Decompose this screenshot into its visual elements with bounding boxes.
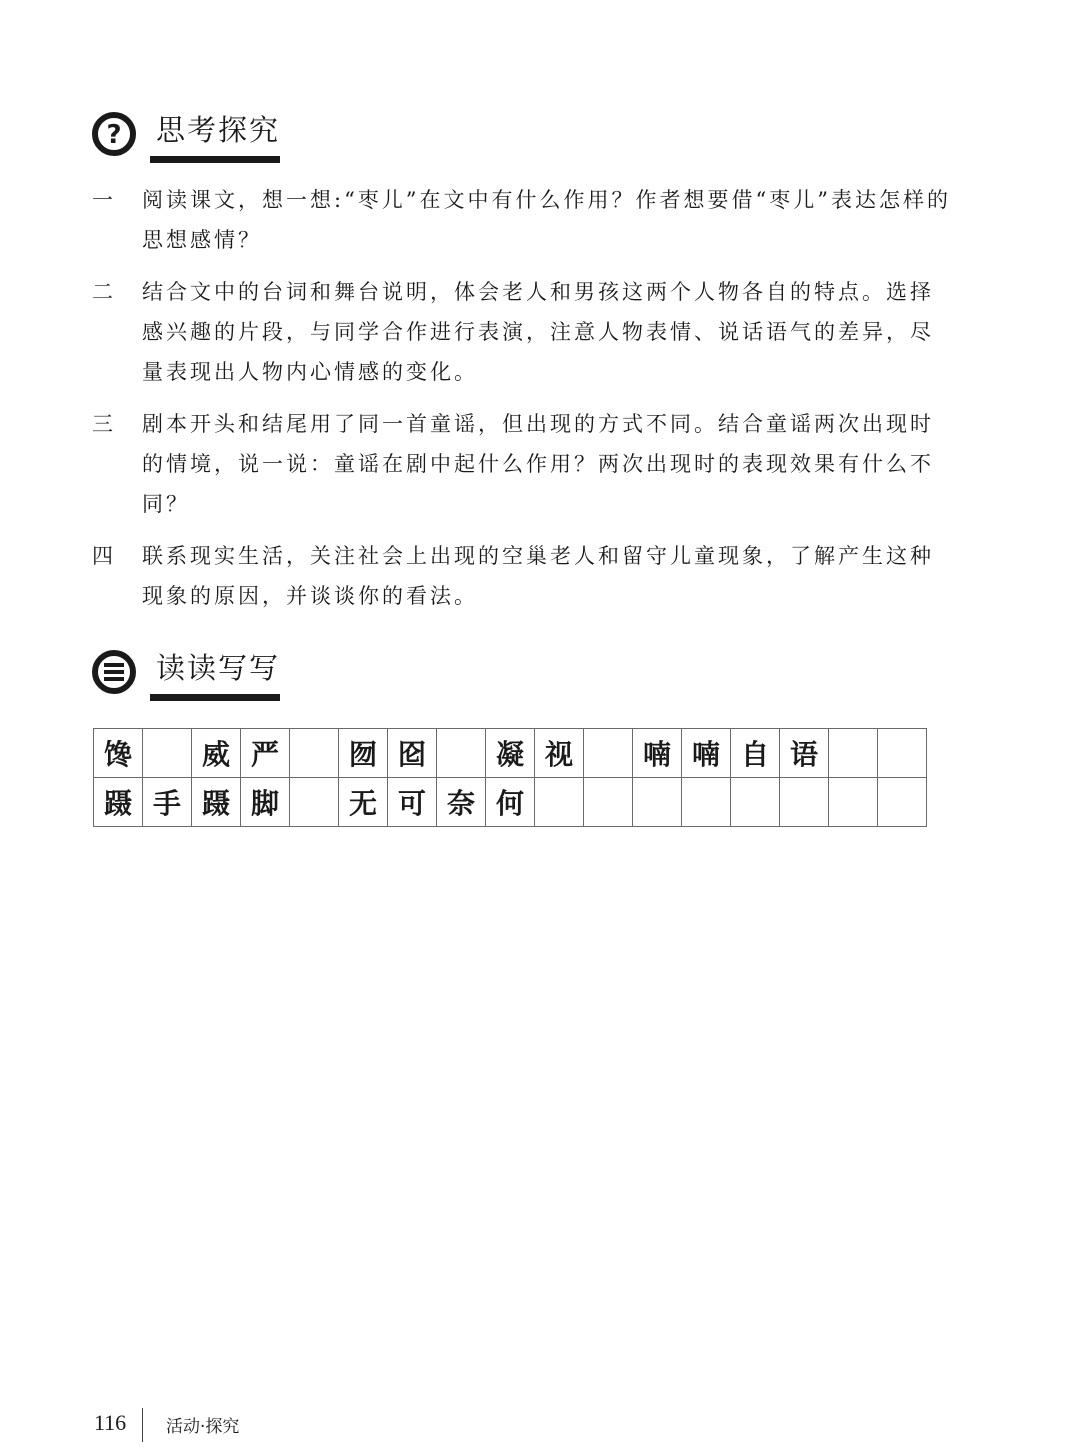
grid-cell: 蹑 — [94, 778, 143, 827]
grid-cell — [829, 729, 878, 778]
section-underline — [150, 156, 280, 163]
grid-cell: 语 — [780, 729, 829, 778]
grid-cell — [535, 778, 584, 827]
footer-divider — [142, 1408, 143, 1442]
question-text: 阅读课文，想一想:“枣儿”在文中有什么作用？作者想要借“枣儿”表达怎样的思想感情？ — [142, 188, 952, 252]
grid-cell — [878, 729, 927, 778]
grid-cell — [143, 729, 192, 778]
section-title: 思考探究 — [156, 113, 281, 147]
grid-cell: 威 — [192, 729, 241, 778]
grid-cell: 严 — [241, 729, 290, 778]
grid-cell — [290, 778, 339, 827]
grid-cell: 馋 — [94, 729, 143, 778]
grid-cell — [584, 778, 633, 827]
grid-cell: 可 — [388, 778, 437, 827]
question-text: 剧本开头和结尾用了同一首童谣，但出现的方式不同。结合童谣两次出现时的情境，说一说：童谣在剧中起什么作用？两次出现时的表现效果有什么不同？ — [142, 412, 934, 516]
grid-cell: 喃 — [682, 729, 731, 778]
svg-text:?: ? — [106, 120, 122, 150]
question-list — [92, 180, 952, 628]
grid-cell: 奈 — [437, 778, 486, 827]
grid-cell: 自 — [731, 729, 780, 778]
grid-cell: 何 — [486, 778, 535, 827]
question-item — [92, 180, 952, 260]
grid-cell: 手 — [143, 778, 192, 827]
question-number: 二 — [92, 280, 113, 304]
three-lines-circle-icon — [90, 648, 138, 696]
page-number: 116 — [94, 1410, 127, 1435]
grid-cell — [584, 729, 633, 778]
grid-cell: 囵 — [388, 729, 437, 778]
grid-cell — [829, 778, 878, 827]
grid-cell: 蹑 — [192, 778, 241, 827]
grid-cell: 喃 — [633, 729, 682, 778]
section-underline — [150, 694, 280, 701]
question-item — [92, 536, 952, 616]
writing-grid — [93, 728, 927, 827]
grid-cell: 囫 — [339, 729, 388, 778]
grid-cell — [682, 778, 731, 827]
grid-row — [94, 778, 927, 827]
question-number: 一 — [92, 188, 113, 212]
grid-cell — [780, 778, 829, 827]
question-mark-circle-icon — [90, 110, 138, 158]
grid-cell — [878, 778, 927, 827]
grid-cell: 凝 — [486, 729, 535, 778]
question-text: 联系现实生活，关注社会上出现的空巢老人和留守儿童现象，了解产生这种现象的原因，并谈谈你的看法。 — [142, 544, 934, 608]
question-item — [92, 272, 952, 392]
question-text: 结合文中的台词和舞台说明，体会老人和男孩这两个人物各自的特点。选择感兴趣的片段，与同学合作进行表演，注意人物表情、说话语气的差异，尽量表现出人物内心情感的变化。 — [142, 280, 934, 384]
grid-cell: 脚 — [241, 778, 290, 827]
grid-cell — [437, 729, 486, 778]
question-item — [92, 404, 952, 524]
grid-cell: 视 — [535, 729, 584, 778]
grid-cell — [633, 778, 682, 827]
grid-cell: 无 — [339, 778, 388, 827]
question-number: 三 — [92, 412, 113, 436]
grid-cell — [290, 729, 339, 778]
question-number: 四 — [92, 544, 113, 568]
footer-label: 活动·探究 — [166, 1417, 240, 1437]
grid-row — [94, 729, 927, 778]
grid-cell — [731, 778, 780, 827]
section-title: 读读写写 — [156, 651, 281, 685]
